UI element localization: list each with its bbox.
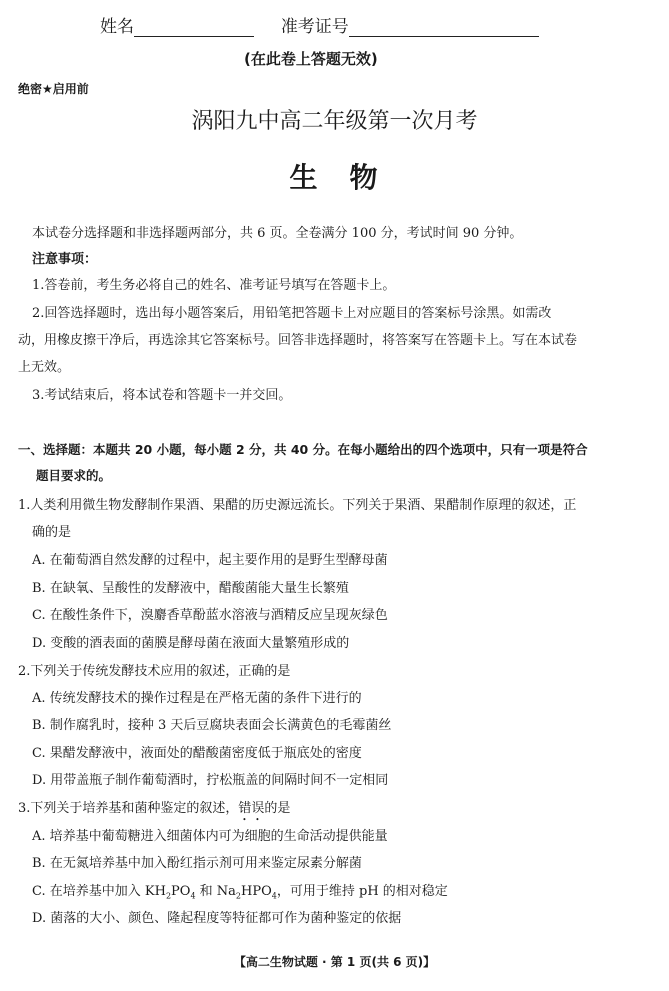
candidate-info-row <box>100 12 539 37</box>
name-label: 姓名 <box>100 17 134 37</box>
q1-option-d: D. 变酸的酒表面的菌膜是酵母菌在液面大量繁殖形成的 <box>32 636 350 651</box>
q2-option-a: A. 传统发酵技术的操作过程是在严格无菌的条件下进行的 <box>32 691 362 706</box>
invalid-note: (在此卷上答题无效) <box>244 50 378 68</box>
q1-option-b: B. 在缺氧、呈酸性的发酵液中，醋酸菌能大量生长繁殖 <box>32 581 349 596</box>
subscript: 2 <box>165 891 172 901</box>
notice-heading: 注意事项： <box>32 252 98 267</box>
q3-option-a: A. 培养基中葡萄糖进入细菌体内可为细胞的生命活动提供能量 <box>32 829 388 844</box>
subscript: 4 <box>271 891 277 901</box>
notice-item-2-line2: 动，用橡皮擦干净后，再选涂其它答案标号。回答非选择题时，将答案写在答题卡上。写在本试卷 <box>18 333 578 348</box>
notice-item-2-line1: 2.回答选择题时，选出每小题答案后，用铅笔把答题卡上对应题目的答案标号涂黑。如需改 <box>32 306 552 321</box>
q3-option-c-text: PO <box>171 884 191 899</box>
q1-stem-line2: 确的是 <box>32 525 72 540</box>
q3-option-c-text: C. 在培养基中加入 KH <box>32 884 166 899</box>
exam-title: 涡阳九中高二年级第一次月考 <box>191 109 478 134</box>
q2-stem: 2.下列关于传统发酵技术应用的叙述，正确的是 <box>18 664 291 679</box>
q3-stem-emphasis: 错误 <box>238 801 265 816</box>
section-heading-line2: 题目要求的。 <box>36 468 112 483</box>
q2-option-c: C. 果醋发酵液中，液面处的醋酸菌密度低于瓶底处的密度 <box>32 746 362 761</box>
q2-option-d: D. 用带盖瓶子制作葡萄酒时，拧松瓶盖的间隔时间不一定相同 <box>32 773 389 788</box>
notice-item-1: 1.答卷前，考生务必将自己的姓名、准考证号填写在答题卡上。 <box>32 278 396 293</box>
exam-id-label: 准考证号 <box>280 17 349 37</box>
subscript: 4 <box>190 891 196 901</box>
q3-option-c-text: HPO <box>241 884 272 899</box>
q1-option-c: C. 在酸性条件下，溴麝香草酚蓝水溶液与酒精反应呈现灰绿色 <box>32 608 388 623</box>
q2-option-b: B. 制作腐乳时，接种 3 天后豆腐块表面会长满黄色的毛霉菌丝 <box>32 718 392 733</box>
q1-option-a: A. 在葡萄酒自然发酵的过程中，起主要作用的是野生型酵母菌 <box>32 553 388 568</box>
notice-item-2-line3: 上无效。 <box>18 360 71 375</box>
subject-title: 生 物 <box>289 161 380 194</box>
q3-stem-pre: 3.下列关于培养基和菌种鉴定的叙述， <box>18 801 239 816</box>
q3-option-c <box>32 880 448 901</box>
q1-stem-line1: 1.人类利用微生物发酵制作果酒、果醋的历史源远流长。下列关于果酒、果醋制作原理的叙述，正 <box>18 498 577 513</box>
q3-option-d: D. 菌落的大小、颜色、隆起程度等特征都可作为菌种鉴定的依据 <box>32 911 402 926</box>
notice-item-3: 3.考试结束后，将本试卷和答题卡一并交回。 <box>32 388 292 403</box>
exam-id-field[interactable] <box>349 18 539 37</box>
q3-option-c-text: ，可用于维持 pH 的相对稳定 <box>276 884 448 899</box>
intro-summary: 本试卷分选择题和非选择题两部分，共 6 页。全卷满分 100 分，考试时间 90 分钟。 <box>32 226 523 241</box>
secret-mark: 绝密★启用前 <box>18 82 89 96</box>
subscript: 2 <box>235 891 242 901</box>
page-footer: 【高二生物试题 · 第 1 页(共 6 页)】 <box>233 955 436 969</box>
q3-option-c-text: 和 Na <box>195 884 236 899</box>
name-field[interactable] <box>134 18 254 37</box>
q3-stem-post: 的是 <box>264 801 291 816</box>
q3-stem <box>18 797 290 824</box>
q3-option-b: B. 在无氮培养基中加入酚红指示剂可用来鉴定尿素分解菌 <box>32 856 362 871</box>
section-heading-line1: 一、选择题：本题共 20 小题，每小题 2 分，共 40 分。在每小题给出的四个选项中，只有一项是符合 <box>18 442 588 457</box>
